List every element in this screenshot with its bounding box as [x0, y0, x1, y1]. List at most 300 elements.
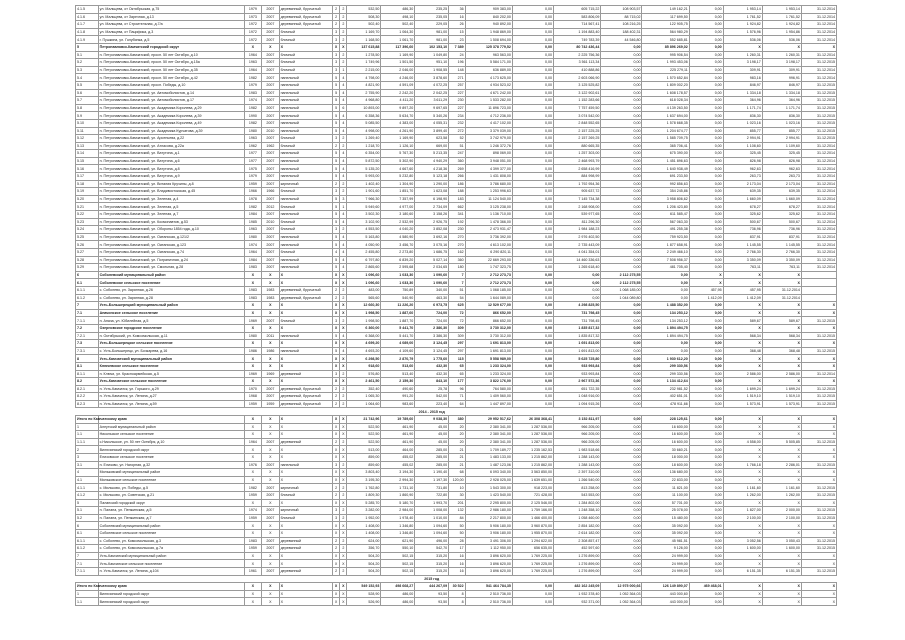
- table-cell: X: [279, 279, 332, 287]
- table-cell: 2 380 341,00: [465, 438, 512, 446]
- table-cell: 1 049,80: [415, 51, 449, 59]
- table-cell: 1983: [244, 294, 261, 302]
- table-cell: п. Петропавловск-Камчатский, ул. Зеленая, д.7: [98, 211, 244, 219]
- table-cell: 16: [449, 560, 465, 568]
- table-cell: с. Соболево, ул. Зарянная, д.28: [98, 294, 244, 302]
- table-cell: 31.12.2015: [801, 545, 836, 553]
- table-cell: 0,00: [512, 28, 553, 36]
- table-cell: 36: [449, 6, 465, 14]
- table-cell: 7 145 734,38: [554, 195, 601, 203]
- table-cell: 1975: [244, 165, 261, 173]
- table-row: [76, 286, 837, 294]
- table-cell: 1 276 899,00: [554, 567, 601, 575]
- table-cell: 0,00: [512, 157, 553, 165]
- table-cell: X: [262, 43, 279, 51]
- table-cell: X: [262, 590, 279, 598]
- table-cell: X: [279, 271, 332, 279]
- table-cell: 9 897,20: [381, 104, 415, 112]
- table-cell: 1 749,96: [347, 59, 381, 67]
- table-cell: 5 767,30: [381, 150, 415, 158]
- table-cell: блочный: [279, 28, 332, 36]
- table-cell: 5.20: [76, 195, 99, 203]
- table-cell: 0,00: [601, 119, 642, 127]
- table-cell: 0,00: [601, 332, 642, 340]
- table-cell: 31.12.2014: [801, 241, 836, 249]
- table-cell: 263,73: [723, 173, 762, 181]
- table-cell: 2 380 341,00: [465, 423, 512, 431]
- table-cell: 855,77: [762, 127, 801, 135]
- table-cell: 6: [76, 522, 99, 530]
- table-cell: X: [340, 583, 347, 591]
- table-cell: 2 100,00: [762, 514, 801, 522]
- table-cell: 662: [449, 203, 465, 211]
- table-cell: п. Петропавловск-Камчатский, ул. Обороны 1854 года, д.10: [98, 226, 244, 234]
- table-cell: 0,00: [601, 142, 642, 150]
- table-cell: 0,00: [512, 59, 553, 67]
- table-cell: панельный: [279, 347, 332, 355]
- table-cell: 64: [449, 400, 465, 408]
- table-cell: 4 109,60: [381, 347, 415, 355]
- table-cell: 1979: [244, 6, 261, 14]
- table-cell: п. Октябрьский, ул. Комсомольская, д.11: [98, 332, 244, 340]
- subtotal-row: [76, 43, 837, 51]
- table-cell: 2: [340, 286, 347, 294]
- table-cell: 504,20: [347, 567, 381, 575]
- table-cell: 576,80: [347, 370, 381, 378]
- table-cell: 621,90: [381, 537, 415, 545]
- table-cell: 2007: [262, 211, 279, 219]
- table-cell: 11 100,00: [642, 492, 689, 500]
- table-cell: 3 611,29: [415, 97, 449, 105]
- table-cell: 0,00: [689, 370, 723, 378]
- table-cell: 0,00: [512, 317, 553, 325]
- table-cell: 21: [449, 454, 465, 462]
- table-cell: 1 096,60: [347, 279, 381, 287]
- subtotal-row: [76, 362, 837, 370]
- table-cell: 6.1: [76, 529, 99, 537]
- table-cell: 3: [340, 195, 347, 203]
- table-cell: 2: [333, 484, 340, 492]
- table-cell: панельный: [279, 264, 332, 272]
- table-cell: 2007: [262, 180, 279, 188]
- table-cell: 1 090,60: [415, 279, 449, 287]
- table-cell: 541 464 784,35: [465, 583, 512, 591]
- table-cell: 589,67: [762, 317, 801, 325]
- table-cell: 1 288 143,00: [554, 461, 601, 469]
- table-cell: 0,00: [512, 218, 553, 226]
- table-cell: п. Петропавловск-Камчатский, ул. Океанская, д.123: [98, 241, 244, 249]
- table-cell: 5.14: [76, 150, 99, 158]
- table-row: [76, 393, 837, 401]
- table-cell: [333, 408, 340, 416]
- table-cell: 0,00: [601, 218, 642, 226]
- table-cell: 2: [333, 438, 340, 446]
- table-cell: Петропавловск-Камчатский городской округ: [98, 43, 244, 51]
- table-cell: 898 069,00: [465, 150, 512, 158]
- table-cell: 51: [449, 286, 465, 294]
- table-cell: 299 330,56: [642, 362, 689, 370]
- table-cell: [347, 408, 381, 416]
- table-cell: 1 287 536,00: [512, 438, 553, 446]
- table-cell: 31.12.2015: [801, 400, 836, 408]
- table-cell: с. Усть-Большерецк, ул. Бочкарева, д.16: [98, 347, 244, 355]
- table-cell: 1 600,00: [723, 545, 762, 553]
- table-cell: X: [333, 476, 340, 484]
- table-cell: 5: [333, 119, 340, 127]
- table-cell: 31.12.2015: [801, 97, 836, 105]
- table-cell: 0,00: [689, 233, 723, 241]
- table-cell: 315,20: [415, 552, 449, 560]
- table-row: [76, 476, 837, 484]
- table-cell: 0,00: [689, 203, 723, 211]
- table-cell: 2007: [262, 567, 279, 575]
- table-cell: 1982: [244, 104, 261, 112]
- table-cell: панельный: [279, 97, 332, 105]
- table-cell: 2007: [262, 13, 279, 21]
- table-cell: X: [723, 43, 762, 51]
- table-cell: 636 889,00: [465, 66, 512, 74]
- table-cell: [465, 408, 512, 416]
- table-cell: X: [262, 583, 279, 591]
- table-row: [76, 529, 837, 537]
- table-cell: 3 158,26: [415, 211, 449, 219]
- table-cell: 1983: [244, 89, 261, 97]
- table-cell: 2007: [262, 66, 279, 74]
- table-cell: п. Елизово, ул. Нагорная, д.32: [98, 461, 244, 469]
- table-cell: 909 383,00: [465, 6, 512, 14]
- table-cell: 31.12.2014: [801, 180, 836, 188]
- table-cell: 272: [449, 127, 465, 135]
- table-cell: 31.12.2014: [801, 249, 836, 257]
- table-cell: X: [244, 302, 261, 310]
- table-cell: 234: [449, 112, 465, 120]
- table-cell: 1 953,14: [762, 6, 801, 14]
- table-cell: 137 615,88: [347, 43, 381, 51]
- table-cell: 7 389: [449, 43, 465, 51]
- table-cell: 1 334,18: [723, 89, 762, 97]
- table-cell: 1983: [244, 537, 261, 545]
- table-cell: 4 613 102,00: [465, 241, 512, 249]
- table-cell: 1 033,30: [381, 271, 415, 279]
- table-cell: 3 960 870,00: [512, 522, 553, 530]
- table-cell: 589,67: [723, 317, 762, 325]
- table-cell: 4 072,25: [415, 81, 449, 89]
- table-cell: X: [262, 416, 279, 424]
- table-cell: п. Усть-Камчатск, ул. Горького, д.29: [98, 385, 244, 393]
- table-cell: 550,10: [381, 545, 415, 553]
- table-cell: 2 112 275,55: [601, 271, 642, 279]
- table-cell: 0,00: [512, 13, 553, 21]
- table-cell: 30: [449, 492, 465, 500]
- table-cell: 285,00: [415, 446, 449, 454]
- table-cell: 552 685,81: [642, 36, 689, 44]
- table-cell: 22 833,00: [642, 476, 689, 484]
- table-cell: 1 287 536,00: [512, 431, 553, 439]
- table-cell: 4: [340, 165, 347, 173]
- table-cell: 1982: [244, 119, 261, 127]
- table-cell: 5.19: [76, 188, 99, 196]
- table-cell: 1 278,50: [347, 51, 381, 59]
- table-cell: 522,50: [347, 431, 381, 439]
- table-cell: 1 171,74: [762, 104, 801, 112]
- table-cell: 0,00: [601, 317, 642, 325]
- table-cell: X: [762, 499, 801, 507]
- table-cell: X: [340, 271, 347, 279]
- table-cell: 567 063,30: [642, 218, 689, 226]
- table-cell: X: [762, 469, 801, 477]
- table-cell: блочный: [279, 226, 332, 234]
- table-cell: 16: [449, 13, 465, 21]
- table-cell: 5 441,70: [381, 324, 415, 332]
- table-row: [76, 127, 837, 135]
- table-cell: 9 038,30: [415, 416, 449, 424]
- table-cell: 31.12.2015: [801, 385, 836, 393]
- table-cell: 461,90: [381, 438, 415, 446]
- table-cell: 4: [333, 249, 340, 257]
- table-cell: 4 798,00: [347, 74, 381, 82]
- table-cell: [723, 408, 762, 416]
- table-cell: 1982: [244, 74, 261, 82]
- table-cell: 463,30: [415, 294, 449, 302]
- table-cell: 5.18: [76, 180, 99, 188]
- table-cell: 4: [340, 74, 347, 82]
- table-cell: 1 731,10: [381, 484, 415, 492]
- table-cell: 940 892,00: [465, 21, 512, 29]
- table-cell: 2 766,30: [723, 249, 762, 257]
- table-cell: 44 546,80: [601, 36, 642, 44]
- table-cell: 2 510 736,00: [465, 590, 512, 598]
- table-cell: 4 417 102,00: [465, 119, 512, 127]
- table-cell: 4: [340, 112, 347, 120]
- table-cell: 0,00: [689, 355, 723, 363]
- table-cell: 31.12.2015: [801, 438, 836, 446]
- table-cell: 5: [333, 127, 340, 135]
- table-cell: 2007: [262, 492, 279, 500]
- table-cell: панельный: [279, 165, 332, 173]
- table-cell: 3 958 806,62: [642, 195, 689, 203]
- table-cell: [689, 408, 723, 416]
- table-row: [76, 256, 837, 264]
- table-cell: 2: [340, 400, 347, 408]
- table-cell: X: [762, 522, 801, 530]
- table-cell: 1964: [244, 438, 261, 446]
- section-header-row: [76, 408, 837, 416]
- table-cell: 1 262,00: [723, 492, 762, 500]
- table-cell: 26 308 368,41: [512, 416, 553, 424]
- table-cell: 25 078,00: [642, 507, 689, 515]
- table-cell: 4 977,00: [381, 203, 415, 211]
- table-cell: 7: [76, 302, 99, 310]
- table-cell: 1982: [244, 484, 261, 492]
- table-cell: 31.12.2014: [801, 13, 836, 21]
- table-cell: [801, 294, 836, 302]
- table-cell: п. Петропавловск-Камчатский, просп. 50 лет Октября, д.35: [98, 66, 244, 74]
- table-cell: 1 134 412,64: [642, 378, 689, 386]
- table-cell: 1 058 460,00: [554, 514, 601, 522]
- table-cell: 54: [449, 294, 465, 302]
- table-cell: 4 383,00: [381, 119, 415, 127]
- table-cell: 2 473 931,47: [465, 226, 512, 234]
- table-cell: 5 213,35: [415, 150, 449, 158]
- table-cell: 8: [449, 598, 465, 606]
- table-cell: 0,00: [601, 431, 642, 439]
- table-cell: 1983: [262, 294, 279, 302]
- table-cell: 325,45: [762, 150, 801, 158]
- table-cell: 951,10: [415, 59, 449, 67]
- table-cell: п. Усть-Камчатск, ул. Ленина, д.104: [98, 567, 244, 575]
- table-cell: X: [340, 431, 347, 439]
- table-cell: Соболевское сельское поселение: [98, 279, 244, 287]
- table-cell: 1966: [244, 188, 261, 196]
- table-cell: 0,00: [512, 66, 553, 74]
- table-cell: 0,00: [689, 309, 723, 317]
- table-cell: 1974: [244, 97, 261, 105]
- table-cell: 5: [333, 173, 340, 181]
- table-cell: 177: [449, 378, 465, 386]
- table-cell: X: [801, 355, 836, 363]
- table-cell: 16 600,00: [642, 423, 689, 431]
- table-cell: 0,00: [689, 43, 723, 51]
- table-cell: 502,15: [381, 552, 415, 560]
- table-cell: 1 660,09: [723, 195, 762, 203]
- table-cell: 12 529 677,00: [465, 302, 512, 310]
- table-cell: 1 644 089,00: [465, 294, 512, 302]
- table-cell: 72: [449, 309, 465, 317]
- table-cell: 1 168,50: [347, 36, 381, 44]
- table-cell: 1 809 002,20: [642, 81, 689, 89]
- table-cell: 2 755,90: [347, 89, 381, 97]
- table-cell: 2: [340, 484, 347, 492]
- table-cell: панельный: [279, 233, 332, 241]
- table-cell: 2: [333, 537, 340, 545]
- table-cell: 3 736 392,00: [465, 233, 512, 241]
- table-cell: 6.1.1: [76, 286, 99, 294]
- table-cell: 4 693,20: [347, 347, 381, 355]
- table-cell: 5 872,50: [347, 157, 381, 165]
- table-cell: 5 085,50: [347, 119, 381, 127]
- table-cell: 1 206 423,80: [642, 203, 689, 211]
- table-cell: X: [723, 378, 762, 386]
- table-cell: 80 742 436,44: [554, 43, 601, 51]
- table-cell: 1963: [244, 59, 261, 67]
- table-cell: 1 998,50: [347, 317, 381, 325]
- table-cell: 5: [333, 157, 340, 165]
- table-cell: 31.12.2014: [801, 203, 836, 211]
- table-cell: 5 906 180,00: [465, 522, 512, 530]
- table-cell: 12 660,30: [347, 302, 381, 310]
- table-cell: 482 162 245,09: [554, 583, 601, 591]
- table-cell: 1 699,24: [723, 385, 762, 393]
- table-cell: X: [762, 302, 801, 310]
- table-cell: 826,98: [723, 157, 762, 165]
- table-cell: 1 408,00: [347, 529, 381, 537]
- table-cell: 4: [340, 241, 347, 249]
- table-cell: 1 287 536,00: [512, 423, 553, 431]
- table-cell: 2010: [262, 218, 279, 226]
- table-cell: 8.1.1: [76, 370, 99, 378]
- table-cell: X: [279, 590, 332, 598]
- table-cell: X: [340, 454, 347, 462]
- table-cell: 2 735 443,09: [554, 241, 601, 249]
- table-cell: X: [762, 583, 801, 591]
- table-cell: X: [340, 279, 347, 287]
- table-row: [76, 89, 837, 97]
- table-cell: 2007: [262, 81, 279, 89]
- table-cell: 0,00: [512, 188, 553, 196]
- table-cell: 678,27: [723, 203, 762, 211]
- table-cell: 3 786 680,00: [465, 180, 512, 188]
- table-cell: 0,00: [642, 286, 689, 294]
- table-body: [76, 6, 837, 606]
- table-cell: 0,00: [601, 135, 642, 143]
- table-cell: 669,00: [415, 142, 449, 150]
- table-cell: 0,00: [601, 537, 642, 545]
- table-cell: 2007: [262, 514, 279, 522]
- table-cell: [801, 271, 836, 279]
- table-cell: 2: [340, 135, 347, 143]
- table-cell: 1 266 540,00: [554, 476, 601, 484]
- table-cell: 1 993 453,06: [642, 59, 689, 67]
- table-cell: 0,00: [601, 370, 642, 378]
- table-cell: [762, 575, 801, 583]
- table-cell: 2015 год: [415, 575, 449, 583]
- table-cell: 539 977,65: [554, 211, 601, 219]
- table-cell: X: [333, 362, 340, 370]
- table-cell: 356,70: [347, 545, 381, 553]
- table-cell: 11 124 540,00: [465, 195, 512, 203]
- table-row: [76, 294, 837, 302]
- table-cell: 24 999,00: [642, 567, 689, 575]
- table-cell: 1 233 324,00: [465, 362, 512, 370]
- table-cell: 24: [449, 51, 465, 59]
- table-cell: 1 284 802,00: [554, 499, 601, 507]
- table-cell: 2: [340, 461, 347, 469]
- table-cell: 0,00: [689, 545, 723, 553]
- table-cell: 5: [333, 150, 340, 158]
- table-cell: 5: [333, 195, 340, 203]
- table-cell: 235,25: [415, 6, 449, 14]
- table-cell: 0,00: [601, 150, 642, 158]
- table-cell: с. Соболево, ул. Комсомольская, д.3: [98, 537, 244, 545]
- table-cell: 0,00: [689, 188, 723, 196]
- table-cell: 1974: [244, 507, 261, 515]
- table-cell: 1 276 899,00: [554, 552, 601, 560]
- table-cell: 71: [449, 393, 465, 401]
- table-cell: 0,00: [601, 74, 642, 82]
- table-cell: 3 502,30: [347, 211, 381, 219]
- table-cell: X: [762, 416, 801, 424]
- table-cell: 410 888,86: [554, 66, 601, 74]
- table-cell: панельный: [279, 104, 332, 112]
- table-cell: 884 998,99: [554, 173, 601, 181]
- table-cell: 7: [449, 271, 465, 279]
- table-cell: 0,00: [512, 43, 553, 51]
- table-cell: 855,77: [723, 127, 762, 135]
- table-cell: 432,30: [415, 370, 449, 378]
- table-cell: 3: [333, 461, 340, 469]
- table-cell: 2 295 800,00: [465, 499, 512, 507]
- table-cell: деревянный: [279, 438, 332, 446]
- table-cell: 1 412,09: [723, 294, 762, 302]
- table-cell: 0,00: [642, 340, 689, 348]
- table-cell: 5.16: [76, 165, 99, 173]
- table-cell: 3.1: [76, 461, 99, 469]
- table-cell: 1 761,52: [762, 13, 801, 21]
- table-cell: 4: [340, 249, 347, 257]
- table-cell: 45,00: [415, 431, 449, 439]
- table-cell: 486,30: [381, 6, 415, 14]
- table-cell: 2: [333, 385, 340, 393]
